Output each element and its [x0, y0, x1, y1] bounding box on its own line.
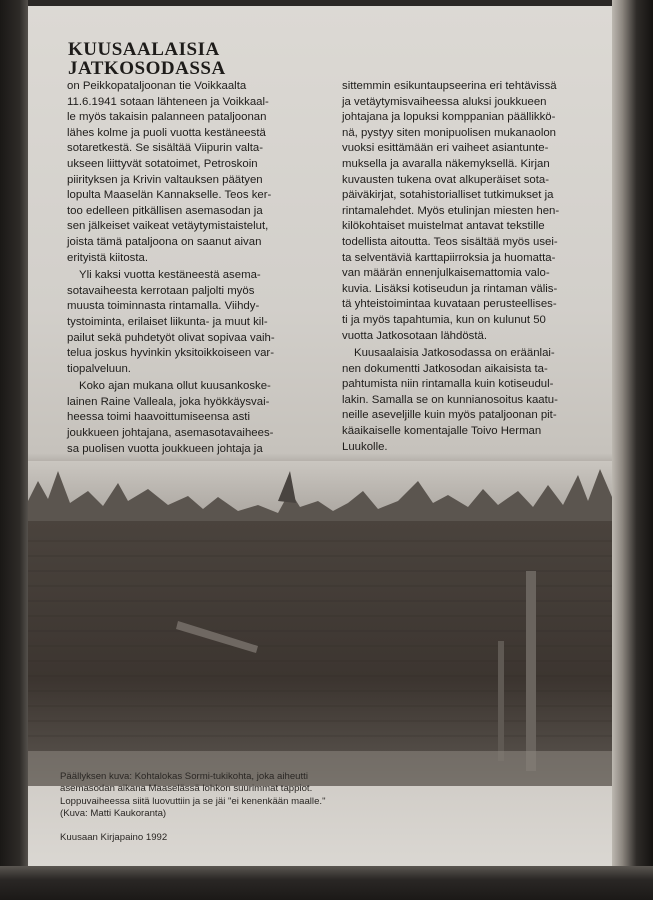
text-line: heessa toimi haavoittumiseensa asti	[67, 411, 250, 424]
text-line: nä, pystyy siten monipuolisen mukanaolon	[342, 126, 557, 139]
text-line: päiväkirjat, sotahistorialliset tutkimukset ja	[342, 189, 554, 202]
text-line: tystoiminta, erilaiset liikunta- ja muut kil-	[67, 315, 268, 328]
text-line: ja vetäytymisvaiheessa aluksi joukkueen	[342, 95, 547, 108]
text-line: todellista aitoutta. Teos sisältää myös usei-	[342, 235, 558, 248]
text-line: ukseen liittyvät sotatoimet, Petroskoin	[67, 157, 258, 170]
cover-photo	[28, 461, 612, 786]
text-line: vuotta Jatkosotaan lähdöstä.	[342, 329, 488, 342]
text-line: van määrän ennenjulkaisemattomia valo-	[342, 267, 550, 280]
text-line: pailut sekä puhdetyöt olivat sopivaa vaih-	[67, 331, 275, 344]
caption-line: Loppuvaiheessa siitä luovuttiin ja se jäi "ei kenenkään maalle."	[60, 795, 326, 807]
text-line: ta selventäviä karttapiirroksia ja huomatta-	[342, 251, 556, 264]
text-line: sotaretkestä. Se sisältää Viipurin valta-	[67, 142, 264, 155]
text-line: too edelleen pitkällisen asemasodan ja	[67, 204, 263, 217]
text-line: piirityksen ja Krivin valtauksen päätyen	[67, 173, 263, 186]
paragraph	[67, 79, 317, 266]
paragraph	[342, 346, 594, 455]
title-line: KUUSAALAISIA	[68, 39, 220, 60]
text-line: neille aseveljille kuin myös pataljoonan pit-	[342, 409, 557, 422]
text-line: pahtumista niin rintamalla kuin kotiseudul-	[342, 378, 554, 391]
text-line: kilökohtaiset muistelmat antavat tekstille	[342, 220, 545, 233]
text-line: Koko ajan mukana ollut kuusankoske-	[79, 380, 271, 393]
text-line: kuvausten tukena ovat alkuperäiset sota-	[342, 173, 550, 186]
text-line: sittemmin esikuntaupseerina eri tehtävissä	[342, 80, 557, 92]
text-line: tä yhteistoimintaa kuvataan perusteellises-	[342, 298, 557, 311]
caption-line: asemasodan aikana Maaselässä lohkon suurimmat tappiot.	[60, 783, 313, 795]
text-line: nen dokumentti Jatkosodan aikaisista ta-	[342, 362, 548, 375]
text-line: sen jälkeiset vaikeat vetäytymistaistelut,	[67, 220, 269, 233]
text-line: Kuusaalaisia Jatkosodassa on eräänlai-	[354, 347, 555, 360]
title-line: JATKOSODASSA	[68, 58, 226, 79]
text-line: vuoksi esittämään eri vaiheet asiantunte-	[342, 142, 549, 155]
book-title	[68, 40, 226, 78]
text-line: sa puolisen vuotta joukkueen johtaja ja	[67, 442, 263, 455]
text-line: ti ja myös tapahtumia, kun on kulunut 50	[342, 313, 546, 326]
text-line: joista tämä pataljoona on saanut aivan	[67, 235, 262, 248]
text-column-left	[67, 79, 317, 457]
text-line: lainen Raine Valleala, joka hyökkäysvai-	[67, 395, 270, 408]
scan-edge-left	[0, 0, 28, 900]
text-line: le myös takaisin palanneen pataljoonan	[67, 111, 267, 124]
text-line: Yli kaksi vuotta kestäneestä asema-	[79, 269, 261, 282]
paragraph	[67, 379, 317, 457]
scan-edge-right	[612, 0, 653, 900]
text-line: 11.6.1941 sotaan lähteneen ja Voikkaal-	[67, 95, 269, 108]
text-line: muusta toiminnasta rintamalla. Viihdy-	[67, 300, 260, 313]
text-line: on Peikkopataljoonan tie Voikkaalta	[67, 80, 247, 92]
printer-credit: Kuusaan Kirjapaino 1992	[60, 832, 168, 843]
photo-caption	[60, 771, 440, 820]
text-line: Luukolle.	[342, 440, 388, 453]
text-line: joukkueen johtajana, asemasotavaihees-	[67, 427, 274, 440]
text-line: kuvia. Lisäksi kotiseudun ja rintaman välis-	[342, 282, 558, 295]
caption-line: (Kuva: Matti Kaukoranta)	[60, 807, 167, 819]
text-line: muksella ja avaralla näkemyksellä. Kirjan	[342, 157, 550, 170]
text-line: tiopalveluun.	[67, 362, 131, 375]
text-line: rintamalehdet. Myös etulinjan miesten hen-	[342, 204, 560, 217]
text-line: sotavaiheesta kerrotaan paljolti myös	[67, 284, 255, 297]
forest-photo-illustration	[28, 461, 612, 786]
text-column-right	[342, 79, 594, 455]
caption-line: Päällyksen kuva: Kohtalokas Sormi-tukikohta, joka aiheutti	[60, 771, 308, 782]
scan-edge-bottom	[0, 866, 653, 900]
paragraph	[342, 79, 594, 344]
text-line: lakin. Samalla se on kunnianosoitus kaatu-	[342, 393, 558, 406]
text-line: lopulta Maaselän Kannakselle. Teos ker-	[67, 189, 272, 202]
text-line: käaikaiselle komentajalle Toivo Herman	[342, 425, 542, 438]
paragraph	[67, 268, 317, 377]
text-line: lähes kolme ja puoli vuotta kestäneestä	[67, 126, 266, 139]
text-line: johtajana ja lopuksi komppanian päällikkö-	[342, 111, 556, 124]
text-line: telua joskus hyvinkin yksitoikkoiseen var-	[67, 347, 275, 360]
text-line: erityistä kiitosta.	[67, 251, 149, 264]
